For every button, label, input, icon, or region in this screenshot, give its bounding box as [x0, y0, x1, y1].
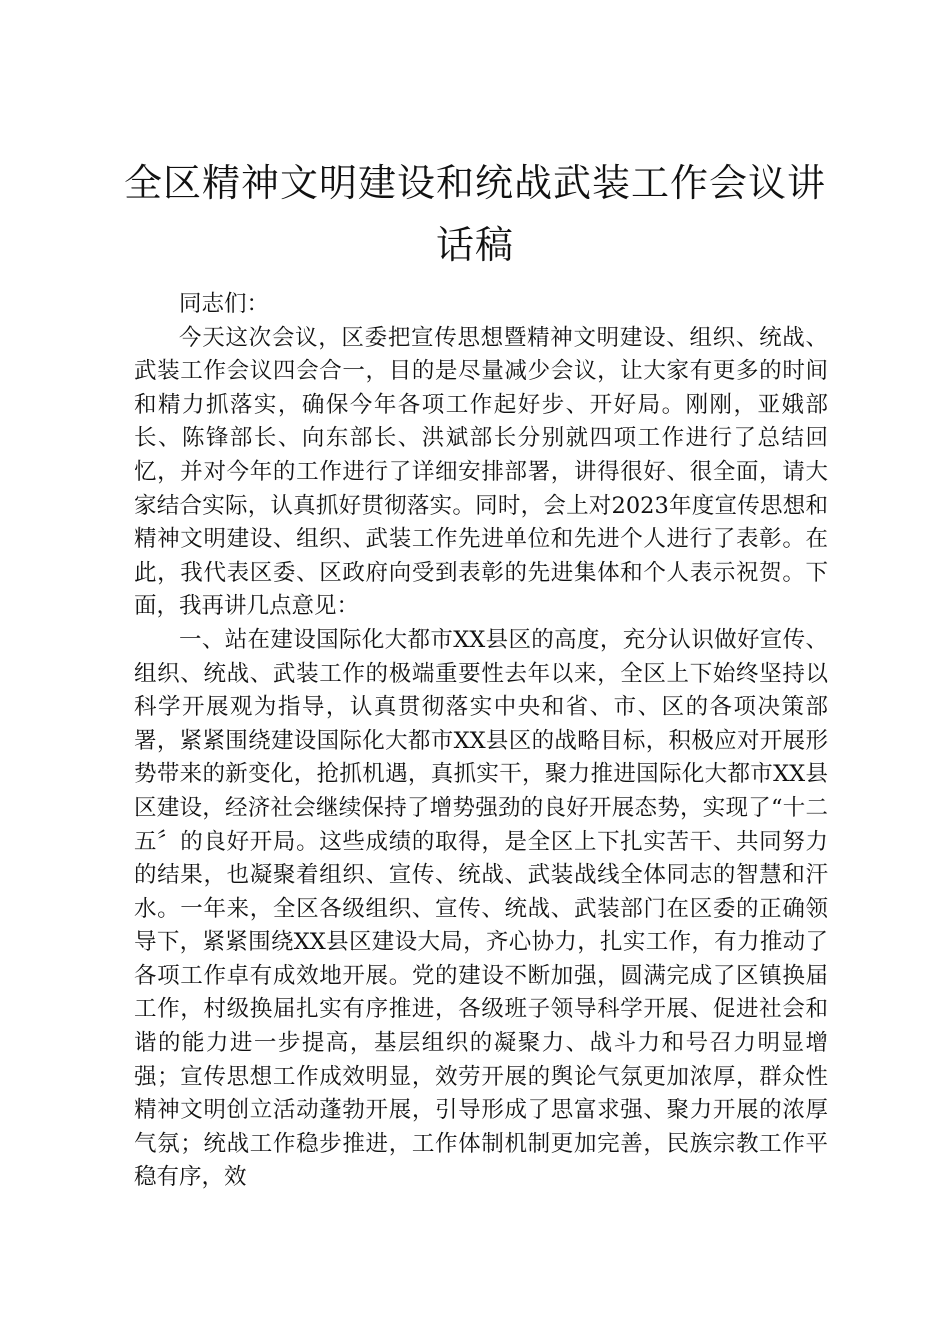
paragraph-section-one: 一、站在建设国际化大都市XX县区的高度，充分认识做好宣传、组织、统战、武装工作的极端重要性去年以来，全区上下始终坚持以科学开展观为指导，认真贯彻落实中央和省、市、区的各项决策部署，紧紧围绕建设国际化大都市XX县区的战略目标，积极应对开展形势带来的新变化，抢抓机遇，真抓实干，聚力推进国际化大都市XX县区建设，经济社会继续保持了增势强劲的良好开展态势，实现了“十二五〞的良好开局。这些成绩的取得，是全区上下扎实苦干、共同努力的结果，也凝聚着组织、宣传、统战、武装战线全体同志的智慧和汗水。一年来，全区各级组织、宣传、统战、武装部门在区委的正确领导下，紧紧围绕XX县区建设大局，齐心协力，扎实工作，有力推动了各项工作卓有成效地开展。党的建设不断加强，圆满完成了区镇换届工作，村级换届扎实有序推进，各级班子领导科学开展、促进社会和谐的能力进一步提高，基层组织的凝聚力、战斗力和号召力明显增强；宣传思想工作成效明显，效劳开展的舆论气氛更加浓厚，群众性精神文明创立活动蓬勃开展，引导形成了思富求强、聚力开展的浓厚气氛；统战工作稳步推进，工作体制机制更加完善，民族宗教工作平稳有序，效: [134, 626, 828, 1191]
document-body: [134, 288, 828, 1195]
document-title: 全区精神文明建设和统战武装工作会议讲话稿: [123, 161, 826, 267]
salutation: 同志们：: [179, 291, 270, 317]
paragraph-intro: 今天这次会议，区委把宣传思想暨精神文明建设、组织、统战、武装工作会议四会合一，目的是尽量减少会议，让大家有更多的时间和精力抓落实，确保今年各项工作起好步、开好局。刚刚，亚娥部长、陈锋部长、向东部长、洪斌部长分别就四项工作进行了总结回忆，并对今年的工作进行了详细安排部署，讲得很好、很全面，请大家结合实际，认真抓好贯彻落实。同时，会上对2023年度宣传思想和精神文明建设、组织、武装工作先进单位和先进个人进行了表彰。在此，我代表区委、区政府向受到表彰的先进集体和个人表示祝贺。下面，我再讲几点意见：: [134, 324, 828, 620]
